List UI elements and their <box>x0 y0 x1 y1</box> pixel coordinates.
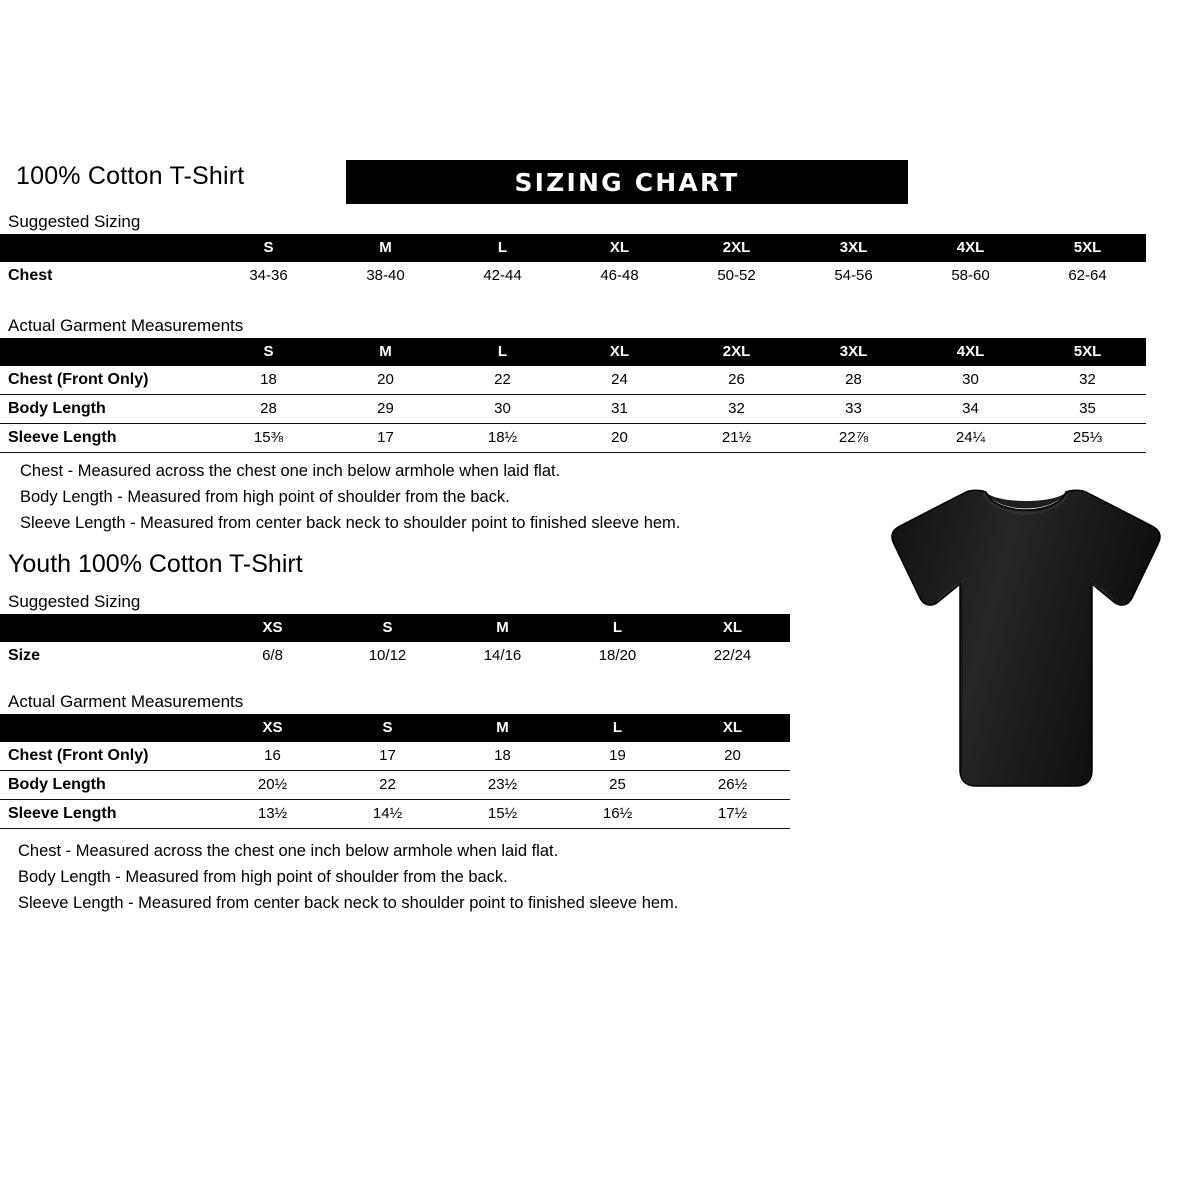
cell-chest-xl: 46-48 <box>600 267 639 284</box>
cell-chest-5xl: 62-64 <box>1068 267 1107 284</box>
table-row <box>0 800 790 829</box>
cell-body-xl: 26½ <box>675 771 790 800</box>
youth-section-title: Youth 100% Cotton T-Shirt <box>8 550 303 578</box>
cell-body-l: 25 <box>560 771 675 800</box>
adult-actual-measurements-label: Actual Garment Measurements <box>8 316 244 335</box>
table-header-row <box>0 614 790 642</box>
cell-body-xl: 31 <box>561 395 678 424</box>
adult-measurement-notes <box>20 458 680 536</box>
cell-chest-xs: 16 <box>215 742 330 771</box>
col-header-blank <box>0 338 210 366</box>
col-header-xs: XS <box>215 714 330 742</box>
cell-chest-s: 18 <box>210 366 327 395</box>
row-label-body-length: Body Length <box>0 395 210 424</box>
note-body-length: Body Length - Measured from high point of shoulder from the back. <box>18 868 508 886</box>
cell-chest-m: 38-40 <box>366 267 405 284</box>
row-label-size: Size <box>8 647 41 664</box>
youth-actual-measurements-label: Actual Garment Measurements <box>8 692 244 711</box>
cell-chest-l: 42-44 <box>483 267 522 284</box>
cell-sleeve-m: 17 <box>327 424 444 453</box>
cell-body-2xl: 32 <box>678 395 795 424</box>
table-header-row <box>0 234 1146 262</box>
col-header-3xl: 3XL <box>795 234 912 262</box>
cell-sleeve-xl: 17½ <box>675 800 790 829</box>
col-header-blank <box>0 714 215 742</box>
cell-sleeve-s: 14½ <box>330 800 445 829</box>
col-header-m: M <box>445 714 560 742</box>
col-header-2xl: 2XL <box>678 234 795 262</box>
cell-chest-2xl: 26 <box>678 366 795 395</box>
cell-sleeve-3xl: 22⅞ <box>795 424 912 453</box>
row-label-chest-front-only: Chest (Front Only) <box>0 366 210 395</box>
table-header-row <box>0 338 1146 366</box>
adult-suggested-sizing-label: Suggested Sizing <box>8 212 141 231</box>
note-sleeve-length: Sleeve Length - Measured from center back neck to shoulder point to finished sleeve hem. <box>20 514 681 532</box>
col-header-s: S <box>210 338 327 366</box>
col-header-m: M <box>327 338 444 366</box>
cell-chest-4xl: 58-60 <box>951 267 990 284</box>
table-row <box>0 742 790 771</box>
cell-size-xl: 22/24 <box>713 647 752 664</box>
youth-actual-measurements-table <box>0 714 790 829</box>
col-header-5xl: 5XL <box>1029 234 1146 262</box>
table-row <box>0 366 1146 395</box>
adult-suggested-sizing-table <box>0 234 1146 290</box>
col-header-m: M <box>445 614 560 642</box>
row-label-chest-front-only: Chest (Front Only) <box>0 742 215 771</box>
youth-suggested-sizing-table <box>0 614 790 670</box>
cell-chest-l: 19 <box>560 742 675 771</box>
table-row <box>0 642 790 670</box>
col-header-blank <box>0 234 210 262</box>
cell-chest-3xl: 54-56 <box>834 267 873 284</box>
row-label-sleeve-length: Sleeve Length <box>0 800 215 829</box>
col-header-blank <box>0 614 215 642</box>
youth-suggested-sizing-label: Suggested Sizing <box>8 592 141 611</box>
col-header-2xl: 2XL <box>678 338 795 366</box>
col-header-5xl: 5XL <box>1029 338 1146 366</box>
cell-chest-s: 34-36 <box>249 267 288 284</box>
sizing-chart-banner-label: SIZING CHART <box>514 168 740 197</box>
cell-chest-xl: 24 <box>561 366 678 395</box>
cell-body-s: 22 <box>330 771 445 800</box>
note-body-length: Body Length - Measured from high point of shoulder from the back. <box>20 488 510 506</box>
cell-sleeve-l: 18½ <box>444 424 561 453</box>
cell-chest-4xl: 30 <box>912 366 1029 395</box>
cell-body-m: 23½ <box>445 771 560 800</box>
note-sleeve-length: Sleeve Length - Measured from center back neck to shoulder point to finished sleeve hem. <box>18 894 679 912</box>
cell-body-m: 29 <box>327 395 444 424</box>
header <box>8 160 1192 204</box>
tshirt-product-image <box>880 470 1170 810</box>
note-chest: Chest - Measured across the chest one inch below armhole when laid flat. <box>20 462 561 480</box>
col-header-4xl: 4XL <box>912 338 1029 366</box>
col-header-xs: XS <box>215 614 330 642</box>
col-header-s: S <box>330 614 445 642</box>
cell-chest-5xl: 32 <box>1029 366 1146 395</box>
col-header-3xl: 3XL <box>795 338 912 366</box>
cell-body-l: 30 <box>444 395 561 424</box>
cell-body-3xl: 33 <box>795 395 912 424</box>
cell-sleeve-2xl: 21½ <box>678 424 795 453</box>
cell-size-l: 18/20 <box>598 647 637 664</box>
youth-measurement-notes <box>18 838 678 916</box>
cell-sleeve-xs: 13½ <box>215 800 330 829</box>
table-row <box>0 395 1146 424</box>
col-header-4xl: 4XL <box>912 234 1029 262</box>
cell-chest-s: 17 <box>330 742 445 771</box>
col-header-s: S <box>330 714 445 742</box>
cell-size-m: 14/16 <box>483 647 522 664</box>
col-header-s: S <box>210 234 327 262</box>
col-header-l: L <box>560 714 675 742</box>
cell-sleeve-xl: 20 <box>561 424 678 453</box>
cell-chest-l: 22 <box>444 366 561 395</box>
cell-chest-2xl: 50-52 <box>717 267 756 284</box>
row-label-sleeve-length: Sleeve Length <box>0 424 210 453</box>
table-row <box>0 424 1146 453</box>
table-row <box>0 262 1146 290</box>
cell-sleeve-4xl: 24¼ <box>912 424 1029 453</box>
cell-body-xs: 20½ <box>215 771 330 800</box>
col-header-xl: XL <box>675 614 790 642</box>
cell-chest-m: 20 <box>327 366 444 395</box>
cell-body-4xl: 34 <box>912 395 1029 424</box>
row-label-body-length: Body Length <box>0 771 215 800</box>
col-header-xl: XL <box>675 714 790 742</box>
cell-sleeve-s: 15⅜ <box>210 424 327 453</box>
row-label-chest: Chest <box>8 267 53 284</box>
col-header-l: L <box>444 338 561 366</box>
cell-body-5xl: 35 <box>1029 395 1146 424</box>
cell-body-s: 28 <box>210 395 327 424</box>
adult-actual-measurements-table <box>0 338 1146 453</box>
cell-sleeve-5xl: 25⅓ <box>1029 424 1146 453</box>
cell-chest-m: 18 <box>445 742 560 771</box>
col-header-l: L <box>444 234 561 262</box>
cell-sleeve-m: 15½ <box>445 800 560 829</box>
page-title: 100% Cotton T-Shirt <box>16 162 245 190</box>
col-header-xl: XL <box>561 338 678 366</box>
tshirt-icon <box>880 470 1170 810</box>
table-row <box>0 771 790 800</box>
cell-sleeve-l: 16½ <box>560 800 675 829</box>
col-header-m: M <box>327 234 444 262</box>
cell-size-s: 10/12 <box>368 647 407 664</box>
cell-chest-3xl: 28 <box>795 366 912 395</box>
table-header-row <box>0 714 790 742</box>
cell-chest-xl: 20 <box>675 742 790 771</box>
cell-size-xs: 6/8 <box>262 647 283 664</box>
col-header-xl: XL <box>561 234 678 262</box>
note-chest: Chest - Measured across the chest one inch below armhole when laid flat. <box>18 842 559 860</box>
col-header-l: L <box>560 614 675 642</box>
sizing-chart-banner <box>346 160 908 204</box>
